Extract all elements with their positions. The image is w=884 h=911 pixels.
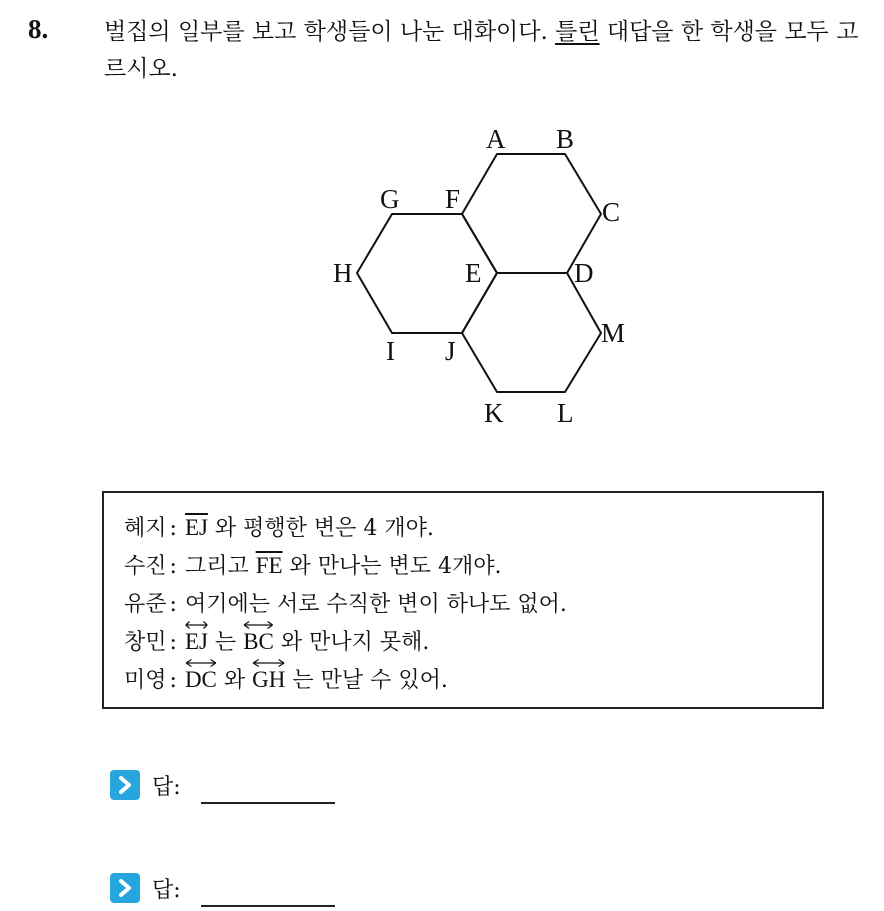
answer-row-1	[110, 766, 335, 804]
dialogue-text: 는 만날 수 있어.	[285, 668, 448, 693]
line-text: DC	[184, 667, 217, 692]
dialogue-text: 와 만나지 못해.	[273, 630, 430, 655]
double-arrow-icon	[185, 620, 208, 630]
vertex-label-J: J	[445, 336, 456, 366]
vertex-label-D: D	[574, 258, 594, 288]
vertex-label-E: E	[465, 258, 482, 288]
question-text-part: 벌집의 일부를 보고 학생들이 나눈 대화이다.	[104, 19, 556, 45]
vertex-label-C: C	[602, 197, 621, 227]
question-text-part: 대답을 한 학생을 모두 고르시오.	[104, 19, 859, 82]
vertex-label-F: F	[445, 184, 461, 214]
speaker-name: 혜지	[124, 516, 167, 541]
separator: :	[169, 630, 177, 655]
line-BC	[243, 629, 274, 655]
line-text: BC	[243, 629, 274, 654]
vertex-label-H: H	[333, 258, 353, 288]
speaker-name: 수진	[124, 554, 167, 579]
answer-blank[interactable]	[201, 802, 335, 804]
segment-EJ: $\overline{EJ}$	[184, 515, 208, 540]
dialogue-text: 여기에는 서로 수직한 변이 하나도 없어.	[184, 592, 567, 617]
double-arrow-icon	[185, 658, 217, 668]
line-text: EJ	[184, 629, 208, 654]
vertex-label-L: L	[557, 398, 574, 428]
speaker-name: 창민	[124, 630, 167, 655]
answer-label: 답:	[152, 774, 181, 800]
segment-FE: $\overline{FE}$	[255, 553, 283, 578]
speaker-name: 유준	[124, 592, 167, 617]
separator: :	[169, 668, 177, 693]
chevron-right-icon	[110, 770, 140, 800]
dialogue-text: 는	[207, 630, 244, 655]
dialogue-line	[124, 587, 567, 617]
line-GH	[252, 667, 285, 693]
dialogue-text: 그리고	[184, 554, 256, 579]
speaker-name: 미영	[124, 668, 167, 693]
vertex-label-K: K	[484, 398, 504, 428]
dialogue-line	[124, 663, 448, 693]
chevron-right-icon	[110, 873, 140, 903]
separator: :	[169, 592, 177, 617]
dialogue-line	[124, 511, 434, 541]
answer-label: 답:	[152, 877, 181, 903]
line-DC	[185, 667, 217, 693]
double-arrow-icon	[252, 658, 285, 668]
vertex-label-B: B	[556, 124, 575, 154]
dialogue-text: 와	[216, 668, 253, 693]
dialogue-line	[124, 549, 502, 579]
dialogue-text: 와 만나는 변도 4개야.	[282, 554, 502, 579]
separator: :	[169, 516, 177, 541]
double-arrow-icon	[243, 620, 274, 630]
vertex-label-M: M	[601, 318, 626, 348]
hexagon-bottom	[462, 273, 601, 392]
line-EJ	[185, 629, 208, 655]
hexagon-top	[462, 154, 601, 273]
dialogue-line	[124, 625, 429, 655]
question-number: 8.	[28, 14, 49, 44]
vertex-label-G: G	[380, 184, 400, 214]
underlined-word: 틀린	[555, 19, 600, 45]
vertex-label-A: A	[486, 124, 506, 154]
answer-blank[interactable]	[201, 905, 335, 907]
line-text: GH	[252, 667, 286, 692]
vertex-label-I: I	[386, 336, 395, 366]
separator: :	[169, 554, 177, 579]
answer-row-2	[110, 869, 335, 907]
dialogue-text: 와 평행한 변은 4 개야.	[207, 516, 434, 541]
dialogue-box	[102, 491, 824, 709]
